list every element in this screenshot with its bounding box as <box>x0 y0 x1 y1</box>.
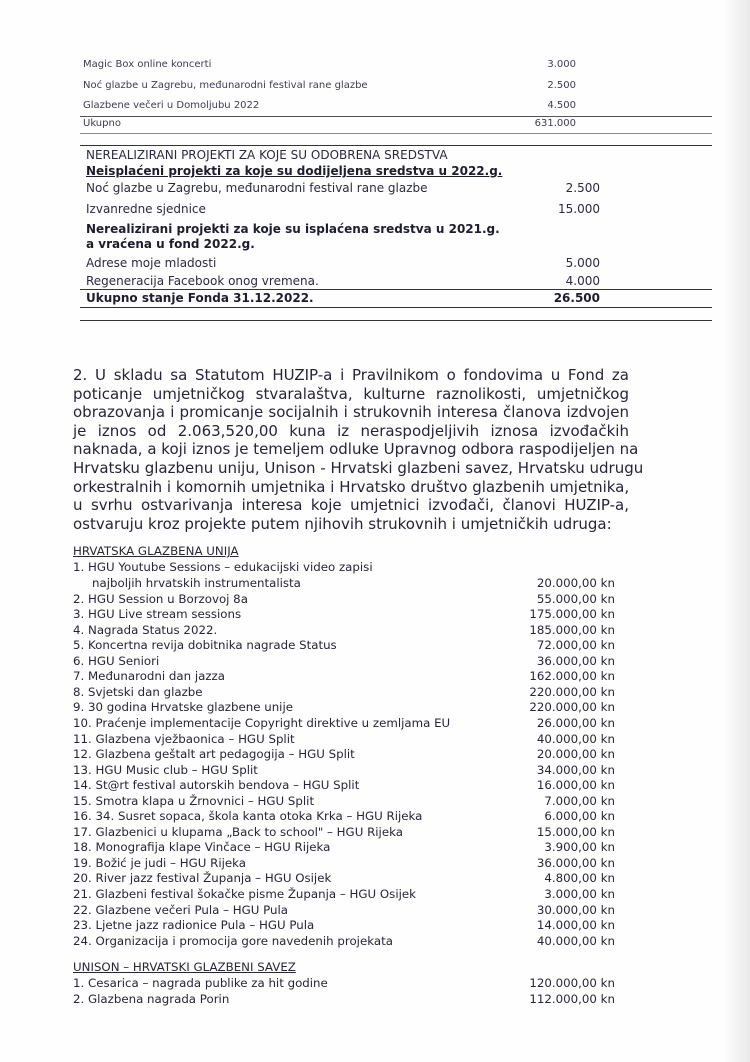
list-item-label: 9. 30 godina Hrvatske glazbene unije <box>73 700 293 715</box>
list-item-amount: 40.000,00 kn <box>536 933 615 948</box>
row-value: 2.500 <box>565 181 600 195</box>
paragraph-line: obrazovanja i promicanje socijalnih i strukovnih interesa članova izdvojen <box>73 403 629 422</box>
table-row <box>86 256 600 272</box>
list-item-label: 14. St@rt festival autorskih bendova – HGU Split <box>73 778 360 793</box>
row-value: 4.000 <box>565 274 600 288</box>
list-item <box>73 856 615 871</box>
list-item-label: 24. Organizacija i promocija gore navedenih projekata <box>73 933 393 948</box>
list-item <box>73 623 615 638</box>
list-item-label: 15. Smotra klapa u Žrnovnici – HGU Split <box>73 793 315 808</box>
unpaid-heading: Neisplaćeni projekti za koje su dodijeljena sredstva u 2022.g. <box>86 164 503 178</box>
list-item <box>73 871 615 886</box>
row-label: Izvanredne sjednice <box>86 202 206 216</box>
list-item-amount: 26.000,00 kn <box>536 715 615 730</box>
list-item-amount: 6.000,00 kn <box>544 809 615 824</box>
list-item <box>73 607 615 622</box>
list-item-label: 18. Monografija klape Vinčace – HGU Rijeka <box>73 840 331 855</box>
divider <box>80 116 712 117</box>
list-item-label: 11. Glazbena vježbaonica – HGU Split <box>73 731 295 746</box>
unrealized-header: NEREALIZIRANI PROJEKTI ZA KOJE SU ODOBRENA SREDSTVA <box>86 148 448 162</box>
row-label: Adrese moje mladosti <box>86 256 217 270</box>
list-item-line: 1. HGU Youtube Sessions – edukacijski video zapisi <box>73 560 373 574</box>
paragraph-line: 2. U skladu sa Statutom HUZIP-a i Pravilnikom o fondovima u Fond za <box>73 366 629 384</box>
list-item-label: 22. Glazbene večeri Pula – HGU Pula <box>73 902 289 917</box>
paragraph-line: naknada, a koji iznos je temeljem odluke Upravnog odbora raspodijeljen na <box>73 440 639 459</box>
list-item <box>73 825 615 840</box>
row-label: Regeneracija Facebook onog vremena. <box>86 274 319 288</box>
table-row <box>83 80 618 96</box>
list-item <box>73 747 615 762</box>
total-row <box>83 118 618 134</box>
section-title-unison: UNISON – HRVATSKI GLAZBENI SAVEZ <box>73 960 296 974</box>
list-item-amount: 120.000,00 kn <box>529 976 615 990</box>
list-item-amount: 55.000,00 kn <box>536 591 615 606</box>
list-item-label: 6. HGU Seniori <box>73 653 160 668</box>
list-item <box>73 638 615 653</box>
list-item-amount: 3.000,00 kn <box>544 887 615 901</box>
list-item-label: 2. Glazbena nagrada Porin <box>73 991 230 1006</box>
total-value: 631.000 <box>534 118 576 129</box>
row-value: 5.000 <box>565 256 600 270</box>
list-item <box>73 976 615 991</box>
divider <box>80 145 712 146</box>
list-item-amount: 72.000,00 kn <box>536 638 615 653</box>
divider <box>80 289 712 290</box>
list-item-label: 4. Nagrada Status 2022. <box>73 622 218 637</box>
list-item <box>73 592 615 607</box>
table-row <box>83 59 618 75</box>
list-item-label: 17. Glazbenici u klupama „Back to school" – HGU Rijeka <box>73 824 403 839</box>
list-item <box>73 992 615 1007</box>
paid-heading-line1: Nerealizirani projekti za koje su isplaćena sredstva u 2021.g. <box>86 222 500 236</box>
divider <box>80 320 712 321</box>
paragraph-line: u svrhu ostvarivanja interesa koje umjetnici izvođači, članovi HUZIP-a, <box>73 496 629 515</box>
list-item <box>73 732 615 747</box>
list-item-label: 20. River jazz festival Županja – HGU Osijek <box>73 871 332 886</box>
row-value: 2.500 <box>547 80 576 91</box>
list-item-amount: 36.000,00 kn <box>536 653 615 668</box>
table-row <box>86 274 600 290</box>
list-item <box>73 887 615 902</box>
list-item-amount: 220.000,00 kn <box>529 700 615 715</box>
paragraph-line: je iznos od 2.063,520,00 kuna iz neraspodjeljivih iznosa izvođačkih <box>73 421 629 440</box>
table-row <box>86 181 600 197</box>
row-label: Glazbene večeri u Domoljubu 2022 <box>83 100 260 111</box>
list-item-label: 1. Cesarica – nagrada publike za hit godine <box>73 976 328 990</box>
list-item-amount: 20.000,00 kn <box>536 576 615 590</box>
table-row <box>83 100 618 116</box>
list-item-amount: 16.000,00 kn <box>536 778 615 793</box>
row-label: Noć glazbe u Zagrebu, međunarodni festival rane glazbe <box>83 80 368 91</box>
list-item-amount: 15.000,00 kn <box>536 824 615 839</box>
divider <box>80 133 712 134</box>
list-item-label: 21. Glazbeni festival šokačke pisme Županja – HGU Osijek <box>73 887 416 901</box>
row-value: 4.500 <box>547 100 576 111</box>
row-label: Noć glazbe u Zagrebu, međunarodni festival rane glazbe <box>86 181 428 195</box>
list-item-label: 7. Međunarodni dan jazza <box>73 669 225 684</box>
list-item-amount: 220.000,00 kn <box>529 684 615 699</box>
paid-heading-line2: a vraćena u fond 2022.g. <box>86 237 255 251</box>
fund-total-row <box>86 291 600 307</box>
list-item <box>73 700 615 715</box>
list-item-label: 19. Božić je judi – HGU Rijeka <box>73 855 246 870</box>
paragraph-line: ostvaruju kroz projekte putem njihovih strukovnih i umjetničkih udruga: <box>73 514 612 533</box>
list-item-amount: 185.000,00 kn <box>529 622 615 637</box>
paragraph-line: poticanje umjetničkog stvaralaštva, kulturne raznolikosti, umjetničkog <box>73 384 629 403</box>
list-item-label: 10. Praćenje implementacije Copyright direktive u zemljama EU <box>73 715 451 730</box>
list-item <box>73 809 615 824</box>
body-paragraph <box>73 366 644 533</box>
divider <box>80 307 712 308</box>
list-item-amount: 40.000,00 kn <box>536 731 615 746</box>
list-item <box>73 778 615 793</box>
list-item-label: 23. Ljetne jazz radionice Pula – HGU Pula <box>73 918 315 933</box>
list-item <box>73 840 615 855</box>
row-value: 15.000 <box>558 202 600 216</box>
paragraph-line: Hrvatsku glazbenu uniju, Unison - Hrvatski glazbeni savez, Hrvatsku udrugu <box>73 458 644 477</box>
list-item <box>73 918 615 933</box>
row-value: 3.000 <box>547 59 576 70</box>
list-item-amount: 175.000,00 kn <box>529 607 615 622</box>
total-label: Ukupno <box>83 118 121 129</box>
paragraph-line: orkestralnih i komornih umjetnika i Hrvatsko društvo glazbenih umjetnika, <box>73 477 630 496</box>
list-item-label: 5. Koncertna revija dobitnika nagrade Status <box>73 638 337 653</box>
list-item-amount: 34.000,00 kn <box>536 762 615 777</box>
page-edge-shadow <box>722 0 750 1062</box>
list-item-label: 2. HGU Session u Borzovoj 8a <box>73 591 248 606</box>
list-item <box>73 903 615 918</box>
list-item-label: 12. Glazbena geštalt art pedagogija – HGU Split <box>73 747 355 762</box>
list-item-amount: 112.000,00 kn <box>529 991 615 1006</box>
list-item <box>73 934 615 949</box>
list-item <box>73 576 615 591</box>
list-item-amount: 30.000,00 kn <box>536 902 615 917</box>
list-item-amount: 162.000,00 kn <box>529 669 615 684</box>
list-item-amount: 4.800,00 kn <box>544 871 615 886</box>
list-item-amount: 20.000,00 kn <box>536 747 615 762</box>
list-item-amount: 3.900,00 kn <box>544 840 615 855</box>
list-item <box>73 685 615 700</box>
list-item <box>73 716 615 731</box>
table-row <box>86 202 600 218</box>
list-item <box>73 654 615 669</box>
fund-total-value: 26.500 <box>553 291 600 305</box>
list-item-amount: 14.000,00 kn <box>536 918 615 933</box>
list-item-amount: 36.000,00 kn <box>536 855 615 870</box>
list-item-label: 16. 34. Susret sopaca, škola kanta otoka Krka – HGU Rijeka <box>73 809 423 824</box>
list-item-label: 13. HGU Music club – HGU Split <box>73 762 258 777</box>
list-item-label: 3. HGU Live stream sessions <box>73 607 242 622</box>
row-label: Magic Box online koncerti <box>83 59 212 70</box>
section-title-hgu: HRVATSKA GLAZBENA UNIJA <box>73 544 239 558</box>
list-item-label: 8. Svjetski dan glazbe <box>73 684 203 699</box>
list-item <box>73 669 615 684</box>
list-item <box>73 794 615 809</box>
list-item-label: najboljih hrvatskih instrumentalista <box>92 576 301 590</box>
fund-total-label: Ukupno stanje Fonda 31.12.2022. <box>86 291 314 305</box>
list-item-amount: 7.000,00 kn <box>544 793 615 808</box>
list-item <box>73 763 615 778</box>
